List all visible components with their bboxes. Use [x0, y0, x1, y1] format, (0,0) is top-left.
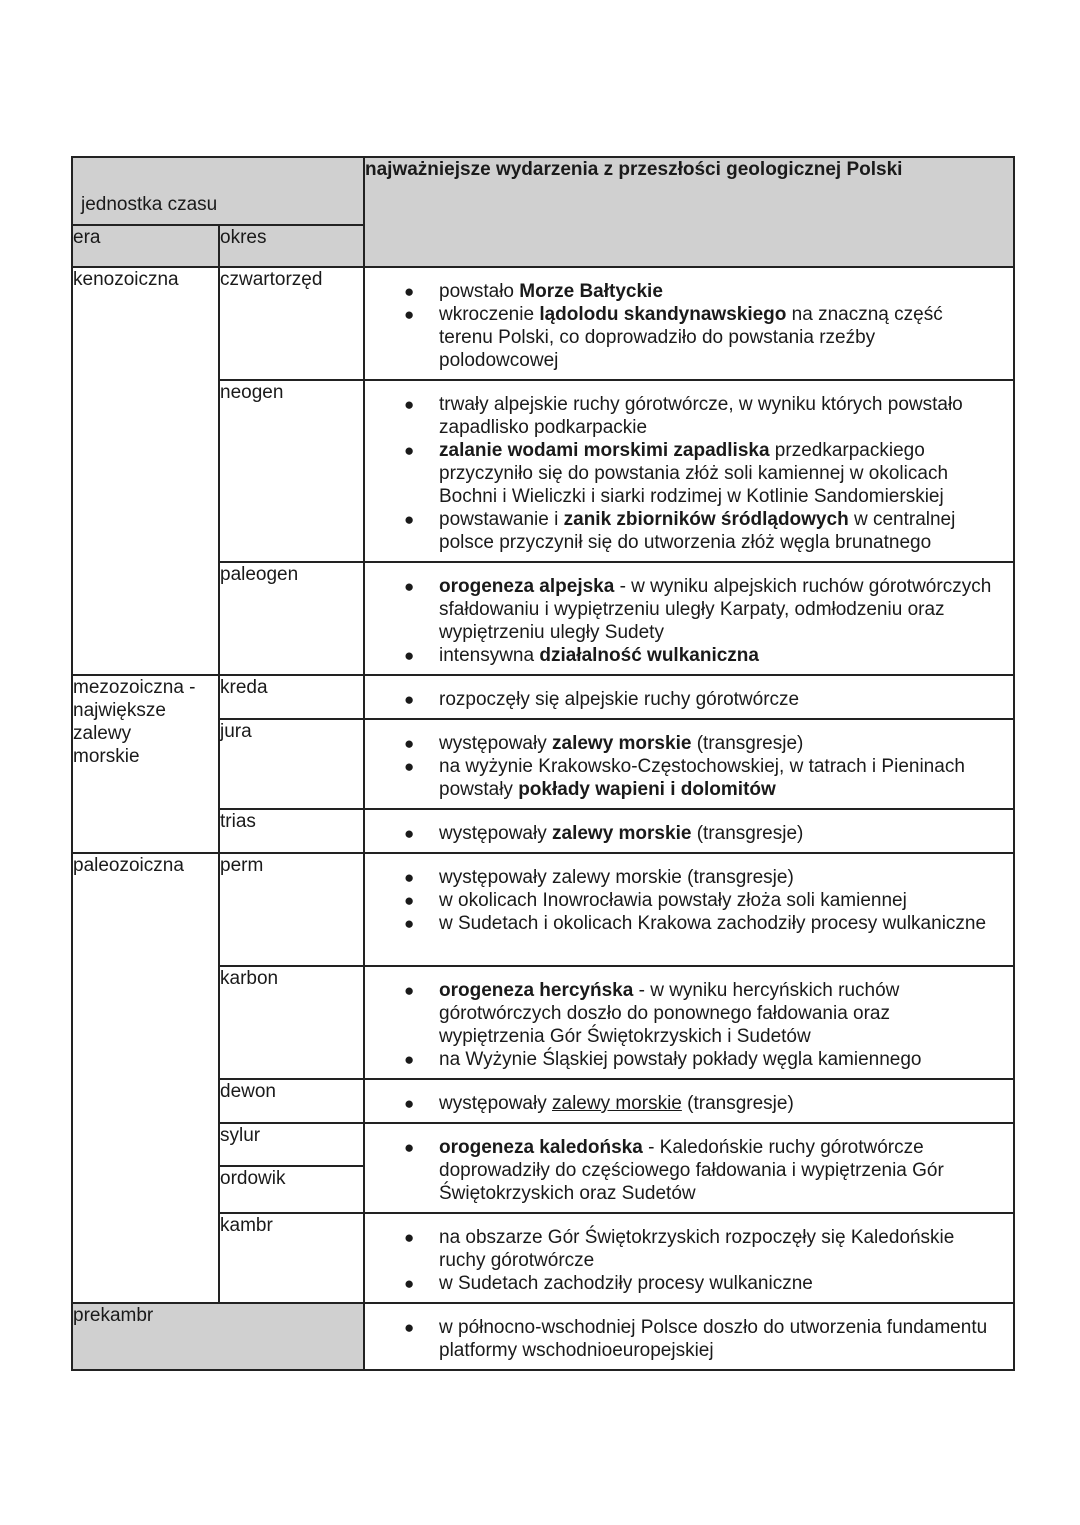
period-perm	[219, 853, 364, 966]
event-item	[365, 575, 997, 644]
event-item	[365, 439, 997, 508]
bullet-icon: ●	[404, 395, 415, 414]
events-neogen	[364, 380, 1014, 562]
bullet-icon: ●	[404, 690, 415, 709]
event-item	[365, 822, 997, 845]
event-list	[365, 381, 1013, 561]
event-text: przedkarpackiego przyczyniło się do powstania złóż soli kamiennej w okolicach Bochni i Wieliczki i siarki rodzimej w Kotlinie Sandomierskiej	[439, 440, 949, 507]
event-list	[365, 268, 1013, 379]
era-label: mezozoiczna - największe zalewy morskie	[73, 677, 196, 767]
bullet-icon: ●	[404, 305, 415, 324]
event-item	[365, 979, 997, 1048]
event-highlight: zalewy morskie	[552, 733, 692, 754]
event-text: na Wyżynie Śląskiej powstały pokłady węgla kamiennego	[439, 1049, 922, 1070]
event-list	[365, 563, 1013, 674]
event-list	[365, 1304, 1013, 1369]
event-list	[365, 1080, 1013, 1122]
bullet-icon: ●	[404, 824, 415, 843]
era-precambrian	[72, 1303, 364, 1370]
header-era	[72, 225, 219, 267]
header-period	[219, 225, 364, 267]
event-text: występowały	[439, 733, 552, 754]
events-czwartorzed	[364, 267, 1014, 380]
period-czwartorzed	[219, 267, 364, 380]
bullet-icon: ●	[404, 1050, 415, 1069]
header-era-label: era	[73, 227, 101, 248]
event-highlight: zalanie wodami morskimi zapadliska	[439, 440, 770, 461]
event-item	[365, 1048, 997, 1071]
event-text: (transgresje)	[681, 1093, 794, 1114]
event-highlight: lądolodu skandynawskiego	[539, 304, 787, 325]
period-kreda	[219, 675, 364, 719]
event-text: w Sudetach zachodziły procesy wulkaniczne	[439, 1273, 813, 1294]
bullet-icon: ●	[404, 868, 415, 887]
bullet-icon: ●	[404, 577, 415, 596]
event-text: rozpoczęły się alpejskie ruchy górotwórcze	[439, 689, 800, 710]
event-text: występowały	[439, 1093, 552, 1114]
event-text: powstało	[439, 281, 520, 302]
event-highlight: pokłady wapieni i dolomitów	[518, 779, 776, 800]
event-item	[365, 508, 997, 554]
event-text: w Sudetach i okolicach Krakowa zachodziły procesy wulkaniczne	[439, 913, 987, 934]
era-paleozoic	[72, 853, 219, 1303]
bullet-icon: ●	[404, 891, 415, 910]
bullet-icon: ●	[404, 282, 415, 301]
event-text: na wyżynie Krakowsko-Częstochowskiej, w tatrach i Pieninach powstały	[439, 756, 965, 800]
bullet-icon: ●	[404, 757, 415, 776]
period-jura	[219, 719, 364, 809]
bullet-icon: ●	[404, 914, 415, 933]
event-list	[365, 967, 1013, 1078]
event-item	[365, 732, 997, 755]
period-sylur	[219, 1123, 364, 1166]
events-perm	[364, 853, 1014, 966]
event-item	[365, 393, 997, 439]
bullet-icon: ●	[404, 1274, 415, 1293]
header-events-label: najważniejsze wydarzenia z przeszłości geologicznej Polski	[365, 159, 903, 180]
events-kambr	[364, 1213, 1014, 1303]
period-label: karbon	[220, 968, 279, 989]
period-trias	[219, 809, 364, 853]
period-paleogen	[219, 562, 364, 675]
event-list	[365, 720, 1013, 808]
event-item	[365, 1226, 997, 1272]
events-paleogen	[364, 562, 1014, 675]
bullet-icon: ●	[404, 441, 415, 460]
event-text: na obszarze Gór Świętokrzyskich rozpoczęły się Kaledońskie ruchy górotwórcze	[439, 1227, 955, 1271]
event-text: (transgresje)	[691, 733, 804, 754]
event-text: wkroczenie	[439, 304, 540, 325]
event-text: (transgresje)	[691, 823, 804, 844]
era-label: kenozoiczna	[73, 269, 179, 290]
event-highlight: działalność wulkaniczna	[539, 645, 759, 666]
bullet-icon: ●	[404, 1318, 415, 1337]
period-label: ordowik	[220, 1168, 286, 1190]
period-label: neogen	[220, 382, 284, 403]
event-highlight: orogeneza alpejska	[439, 576, 615, 597]
bullet-icon: ●	[404, 981, 415, 1000]
bullet-icon: ●	[404, 510, 415, 529]
era-label: prekambr	[73, 1305, 154, 1326]
period-label: czwartorzęd	[220, 269, 323, 290]
period-label: jura	[220, 721, 252, 742]
event-list	[365, 1214, 1013, 1302]
period-label: paleogen	[220, 564, 299, 585]
period-label: perm	[220, 855, 264, 876]
event-highlight: orogeneza kaledońska	[439, 1137, 643, 1158]
period-kambr	[219, 1213, 364, 1303]
period-karbon	[219, 966, 364, 1079]
period-label: sylur	[220, 1125, 261, 1146]
event-text: - w wyniku hercyńskich ruchów górotwórczych doszło do ponownego fałdowania oraz wypiętrzenia Gór Świętokrzyskich i Sudetów	[439, 980, 900, 1047]
event-text: w okolicach Inowrocławia powstały złoża soli kamiennej	[439, 890, 907, 911]
period-label: kreda	[220, 677, 268, 698]
era-mesozoic	[72, 675, 219, 853]
event-highlight: Morze Bałtyckie	[519, 281, 663, 302]
bullet-icon: ●	[404, 734, 415, 753]
event-list	[365, 810, 1013, 852]
event-text: w centralnej polsce przyczynił się do utworzenia złóż węgla brunatnego	[439, 509, 956, 553]
period-label: dewon	[220, 1081, 276, 1102]
event-item	[365, 1136, 997, 1205]
event-item	[365, 1272, 997, 1295]
event-item	[365, 644, 997, 667]
bullet-icon: ●	[404, 646, 415, 665]
event-text: intensywna	[439, 645, 540, 666]
event-text: w północno-wschodniej Polsce doszło do utworzenia fundamentu platformy wschodnioeuropejskiej	[439, 1317, 988, 1361]
event-item	[365, 866, 997, 889]
events-trias	[364, 809, 1014, 853]
geologic-time-table	[71, 156, 1015, 1371]
event-text: trwały alpejskie ruchy górotwórcze, w wyniku których powstało zapadlisko podkarpackie	[439, 394, 963, 438]
period-label: trias	[220, 811, 256, 832]
events-prekambr	[364, 1303, 1014, 1370]
events-sylur-ordowik	[364, 1123, 1014, 1213]
event-item	[365, 912, 997, 935]
event-highlight: zalewy morskie	[552, 823, 692, 844]
header-time-unit	[72, 157, 364, 225]
header-time-unit-label: jednostka czasu	[81, 194, 218, 215]
period-label: kambr	[220, 1215, 273, 1236]
bullet-icon: ●	[404, 1094, 415, 1113]
event-list	[365, 676, 1013, 718]
event-item	[365, 303, 997, 372]
period-ordowik	[219, 1166, 364, 1213]
event-text: na znaczną część terenu Polski, co doprowadziło do powstania rzeźby polodowcowej	[439, 304, 943, 371]
era-kenozoic	[72, 267, 219, 675]
period-neogen	[219, 380, 364, 562]
event-item	[365, 688, 997, 711]
events-karbon	[364, 966, 1014, 1079]
events-dewon	[364, 1079, 1014, 1123]
bullet-icon: ●	[404, 1138, 415, 1157]
event-list	[365, 854, 1013, 942]
event-highlight: zanik zbiorników śródlądowych	[563, 509, 849, 530]
period-dewon	[219, 1079, 364, 1123]
event-item	[365, 889, 997, 912]
event-item	[365, 755, 997, 801]
event-item	[365, 1316, 997, 1362]
event-text: powstawanie i	[439, 509, 564, 530]
events-kreda	[364, 675, 1014, 719]
event-item	[365, 1092, 997, 1115]
event-text: występowały zalewy morskie (transgresje)	[439, 867, 794, 888]
event-highlight: zalewy morskie	[552, 1093, 682, 1114]
events-jura	[364, 719, 1014, 809]
event-text: - w wyniku alpejskich ruchów górotwórczych sfałdowaniu i wypiętrzeniu uległy Karpaty, odmłodzeniu oraz wypiętrzeniu uległy Sudety	[439, 576, 992, 643]
event-highlight: orogeneza hercyńska	[439, 980, 634, 1001]
event-list	[365, 1124, 1013, 1212]
header-events	[364, 157, 1014, 267]
event-text: występowały	[439, 823, 552, 844]
event-text: - Kaledońskie ruchy górotwórcze doprowadziły do częściowego fałdowania i wypiętrzenia Gór Świętokrzyskich oraz Sudetów	[439, 1137, 944, 1204]
bullet-icon: ●	[404, 1228, 415, 1247]
event-item	[365, 280, 997, 303]
header-period-label: okres	[220, 227, 267, 248]
era-label: paleozoiczna	[73, 855, 184, 876]
